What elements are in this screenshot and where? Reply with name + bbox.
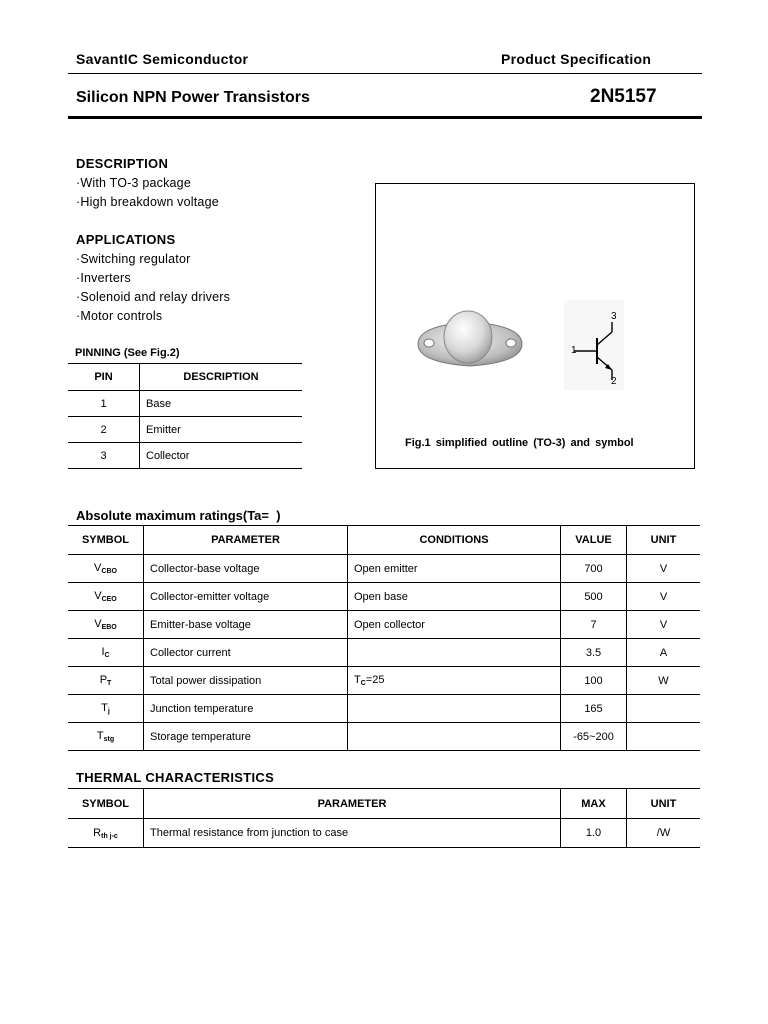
pin-description: Base bbox=[140, 391, 303, 417]
conditions-cell bbox=[348, 723, 561, 751]
table-row bbox=[68, 667, 700, 695]
conditions-cell bbox=[348, 695, 561, 723]
table-row bbox=[68, 695, 700, 723]
parameter-cell: Emitter-base voltage bbox=[144, 611, 348, 639]
pin-number: 2 bbox=[68, 417, 140, 443]
unit-cell: /W bbox=[627, 819, 701, 848]
column-header: CONDITIONS bbox=[348, 526, 561, 555]
conditions-cell: $T_C=25$ bbox=[348, 667, 561, 695]
column-header: PARAMETER bbox=[144, 526, 348, 555]
table-row bbox=[68, 555, 700, 583]
pin-description: Emitter bbox=[140, 417, 303, 443]
table-header-row bbox=[68, 789, 700, 819]
conditions-cell: Open emitter bbox=[348, 555, 561, 583]
pin-label-collector: 3 bbox=[611, 311, 617, 322]
description-heading: DESCRIPTION bbox=[76, 156, 169, 171]
column-header: SYMBOL bbox=[68, 789, 144, 819]
symbol-cell: $P_T$ bbox=[68, 667, 144, 695]
list-item: ·High breakdown voltage bbox=[76, 195, 219, 209]
page-title: Silicon NPN Power Transistors bbox=[76, 89, 310, 106]
symbol-cell: $V_{CBO}$ bbox=[68, 555, 144, 583]
parameter-cell: Thermal resistance from junction to case bbox=[144, 819, 561, 848]
conditions-cell: Open base bbox=[348, 583, 561, 611]
table-row bbox=[68, 443, 302, 469]
column-header: VALUE bbox=[561, 526, 627, 555]
conditions-cell: Open collector bbox=[348, 611, 561, 639]
column-header: UNIT bbox=[627, 526, 701, 555]
table-row bbox=[68, 819, 700, 848]
list-item: ·Solenoid and relay drivers bbox=[76, 290, 231, 304]
pin-description: Collector bbox=[140, 443, 303, 469]
to3-package-image bbox=[410, 300, 530, 380]
applications-heading: APPLICATIONS bbox=[76, 232, 176, 247]
column-header: UNIT bbox=[627, 789, 701, 819]
pin-label-base: 1 bbox=[571, 345, 577, 356]
parameter-cell: Junction temperature bbox=[144, 695, 348, 723]
list-item: ·Inverters bbox=[76, 271, 131, 285]
thermal-table bbox=[68, 788, 700, 848]
unit-cell: V bbox=[627, 611, 701, 639]
unit-cell bbox=[627, 695, 701, 723]
header-divider bbox=[68, 73, 702, 74]
unit-cell: A bbox=[627, 639, 701, 667]
unit-cell: V bbox=[627, 583, 701, 611]
value-cell: 500 bbox=[561, 583, 627, 611]
pin-number: 3 bbox=[68, 443, 140, 469]
column-header: PARAMETER bbox=[144, 789, 561, 819]
value-cell: 700 bbox=[561, 555, 627, 583]
pinning-heading: PINNING (See Fig.2) bbox=[75, 347, 180, 359]
parameter-cell: Total power dissipation bbox=[144, 667, 348, 695]
list-item: ·With TO-3 package bbox=[76, 176, 191, 190]
list-item: ·Switching regulator bbox=[76, 252, 191, 266]
parameter-cell: Collector-emitter voltage bbox=[144, 583, 348, 611]
symbol-cell: $V_{EBO}$ bbox=[68, 611, 144, 639]
symbol-cell: $R_{th j-c}$ bbox=[68, 819, 144, 848]
title-divider bbox=[68, 116, 702, 119]
table-row bbox=[68, 723, 700, 751]
unit-cell: W bbox=[627, 667, 701, 695]
description-list bbox=[76, 174, 219, 212]
company-name: SavantIC Semiconductor bbox=[76, 51, 249, 67]
parameter-cell: Collector current bbox=[144, 639, 348, 667]
table-row bbox=[68, 583, 700, 611]
applications-list bbox=[76, 250, 230, 326]
pinning-table bbox=[68, 363, 302, 469]
value-cell: 3.5 bbox=[561, 639, 627, 667]
column-header: MAX bbox=[561, 789, 627, 819]
symbol-cell: $I_C$ bbox=[68, 639, 144, 667]
table-row bbox=[68, 417, 302, 443]
list-item: ·Motor controls bbox=[76, 309, 163, 323]
table-row bbox=[68, 639, 700, 667]
table-header-row bbox=[68, 364, 302, 391]
column-header: PIN bbox=[68, 364, 140, 391]
table-header-row bbox=[68, 526, 700, 555]
column-header: DESCRIPTION bbox=[140, 364, 303, 391]
value-cell: 165 bbox=[561, 695, 627, 723]
table-row bbox=[68, 391, 302, 417]
pin-number: 1 bbox=[68, 391, 140, 417]
absolute-max-heading: Absolute maximum ratings(Ta= ) bbox=[76, 508, 281, 523]
absolute-max-table bbox=[68, 525, 700, 751]
parameter-cell: Collector-base voltage bbox=[144, 555, 348, 583]
symbol-cell: $T_{stg}$ bbox=[68, 723, 144, 751]
value-cell: 100 bbox=[561, 667, 627, 695]
parameter-cell: Storage temperature bbox=[144, 723, 348, 751]
conditions-cell bbox=[348, 639, 561, 667]
document-type: Product Specification bbox=[501, 51, 652, 67]
unit-cell bbox=[627, 723, 701, 751]
figure-caption: Fig.1 simplified outline (TO-3) and symbol bbox=[405, 437, 634, 449]
part-number: 2N5157 bbox=[590, 86, 657, 107]
unit-cell: V bbox=[627, 555, 701, 583]
value-cell: 7 bbox=[561, 611, 627, 639]
symbol-cell: $T_j$ bbox=[68, 695, 144, 723]
thermal-heading: THERMAL CHARACTERISTICS bbox=[76, 770, 275, 785]
symbol-cell: $V_{CEO}$ bbox=[68, 583, 144, 611]
max-cell: 1.0 bbox=[561, 819, 627, 848]
column-header: SYMBOL bbox=[68, 526, 144, 555]
table-row bbox=[68, 611, 700, 639]
pin-label-emitter: 2 bbox=[611, 376, 617, 387]
value-cell: -65~200 bbox=[561, 723, 627, 751]
